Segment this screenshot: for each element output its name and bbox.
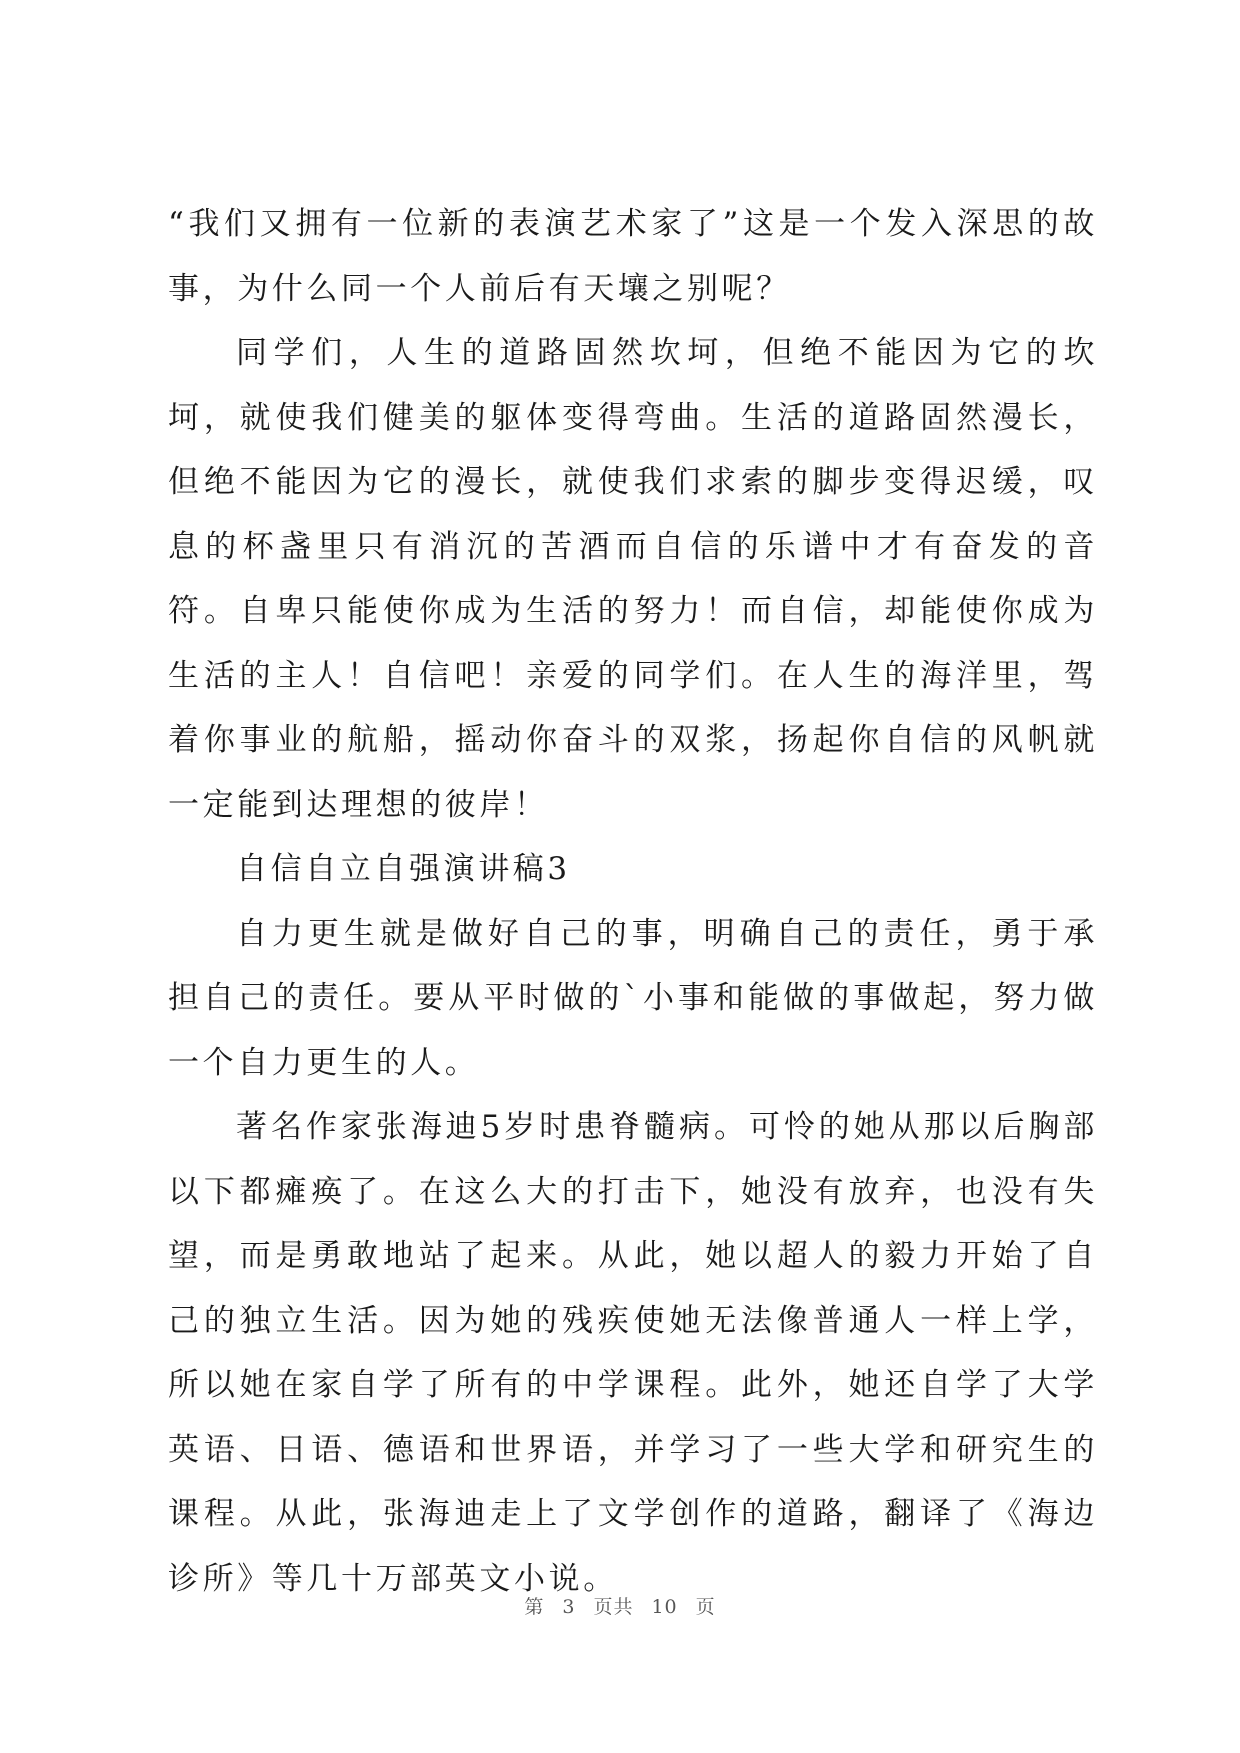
- paragraph-story-question: “我们又拥有一位新的表演艺术家了”这是一个发入深思的故事，为什么同一个人前后有天壤之别呢？: [168, 206, 1098, 307]
- footer-total-pages: 10: [651, 1596, 678, 1618]
- document-body: [168, 192, 1098, 1611]
- footer-suffix: 页: [695, 1596, 716, 1618]
- page-footer: [0, 1592, 1240, 1619]
- paragraph-self-reliance: 自力更生就是做好自己的事，明确自己的责任，勇于承担自己的责任。要从平时做的`小事和能做的事做起，努力做一个自力更生的人。: [168, 915, 1098, 1081]
- footer-prefix: 第: [524, 1596, 545, 1618]
- paragraph-confidence-appeal: 同学们，人生的道路固然坎坷，但绝不能因为它的坎坷，就使我们健美的躯体变得弯曲。生活的道路固然漫长，但绝不能因为它的漫长，就使我们求索的脚步变得迟缓，叹息的杯盏里只有消沉的苦酒而自信的乐谱中才有奋发的音符。自卑只能使你成为生活的努力！而自信，却能使你成为生活的主人！自信吧！亲爱的同学们。在人生的海洋里，驾着你事业的航船，摇动你奋斗的双浆，扬起你自信的风帆就一定能到达理想的彼岸！: [168, 335, 1098, 823]
- paragraph-zhang-haidi: 著名作家张海迪5岁时患脊髓病。可怜的她从那以后胸部以下都瘫痪了。在这么大的打击下，她没有放弃，也没有失望，而是勇敢地站了起来。从此，她以超人的毅力开始了自己的独立生活。因为她的残疾使她无法像普通人一样上学，所以她在家自学了所有的中学课程。此外，她还自学了大学英语、日语、德语和世界语，并学习了一些大学和研究生的课程。从此，张海迪走上了文学创作的道路，翻译了《海边诊所》等几十万部英文小说。: [168, 1109, 1098, 1597]
- footer-middle: 页共: [593, 1596, 634, 1618]
- section-heading: 自信自立自强演讲稿3: [236, 851, 571, 887]
- footer-current-page: 3: [562, 1596, 576, 1618]
